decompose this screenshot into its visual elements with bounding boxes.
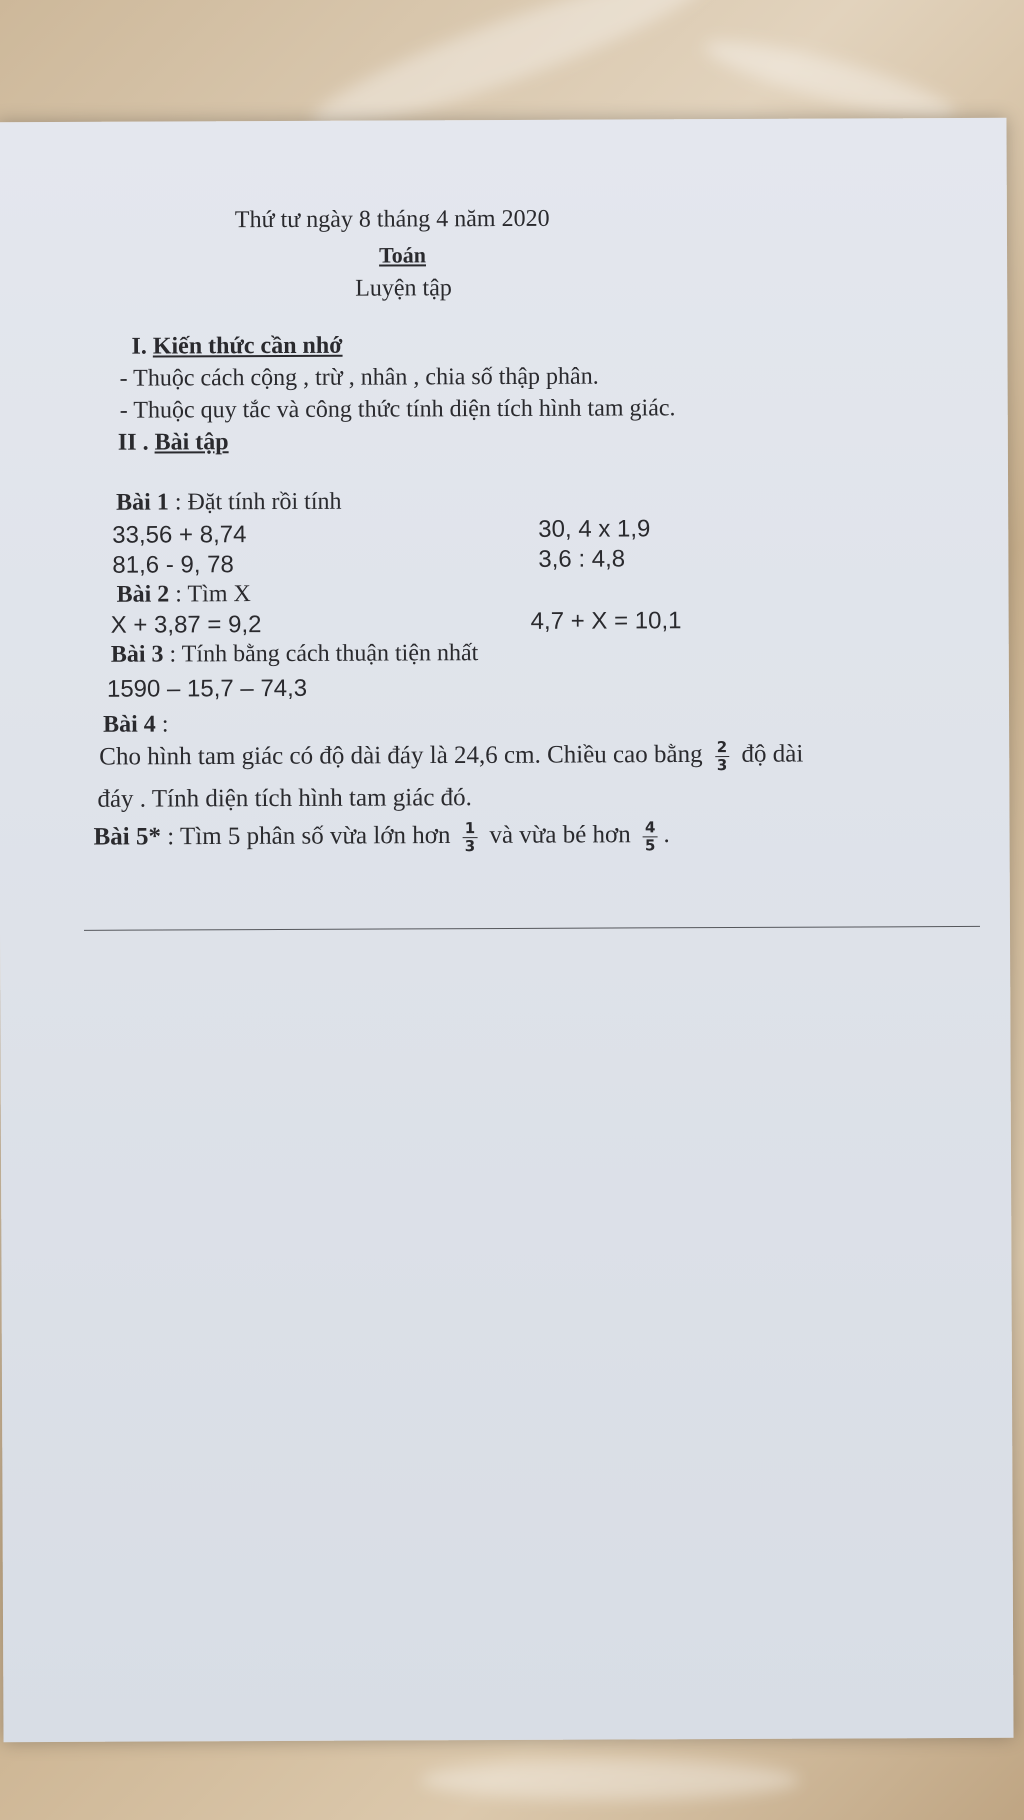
exercise-3-heading: Bài 3 : Tính bằng cách thuận tiện nhất: [110, 640, 479, 668]
worksheet-paper: [0, 118, 1014, 1742]
exercise-4-line: đáy . Tính diện tích hình tam giác đó.: [97, 784, 472, 813]
section-1-heading: I. Kiến thức cần nhớ: [131, 332, 343, 360]
exercise-4-heading: Bài 4 :: [103, 711, 169, 738]
exercise-1-item: 3,6 : 4,8: [538, 545, 626, 573]
exercise-1-item: 33,56 + 8,74: [112, 521, 247, 549]
exercise-3-expression: 1590 – 15,7 – 74,3: [106, 674, 308, 703]
lesson-title: Luyện tập: [355, 275, 452, 302]
fraction-two-thirds: $\frac{2}{3}$: [716, 738, 728, 774]
exercise-1-item: 81,6 - 9, 78: [112, 551, 234, 579]
exercise-1-heading: Bài 1 : Đặt tính rồi tính: [116, 488, 342, 516]
separator-line: [84, 926, 980, 931]
exercise-2-heading: Bài 2 : Tìm X: [116, 581, 251, 608]
section-1-item: - Thuộc quy tắc và công thức tính diện tích hình tam giác.: [119, 395, 676, 424]
exercise-2-equation: X + 3,87 = 9,2: [110, 611, 262, 639]
subject-title: Toán: [378, 242, 426, 268]
fraction-four-fifths: $\frac{4}{5}$: [644, 818, 656, 854]
exercise-2-equation: 4,7 + X = 10,1: [530, 607, 682, 635]
exercise-4-line: Cho hình tam giác có độ dài đáy là 24,6 cm. Chiều cao bằng $\frac{2}{3}$ độ dài: [99, 738, 804, 774]
section-1-item: - Thuộc cách cộng , trừ , nhân , chia số thập phân.: [119, 363, 599, 392]
date-line: Thứ tư ngày 8 tháng 4 năm 2020: [234, 205, 550, 234]
fraction-one-third: $\frac{1}{3}$: [464, 819, 476, 855]
exercise-1-item: 30, 4 x 1,9: [538, 515, 651, 543]
section-2-heading: II . Bài tập: [117, 429, 229, 456]
exercise-5-line: Bài 5* : Tìm 5 phân số vừa lớn hơn $\frac{1}{3}$ và vừa bé hơn $\frac{4}{5}$ .: [93, 818, 670, 855]
